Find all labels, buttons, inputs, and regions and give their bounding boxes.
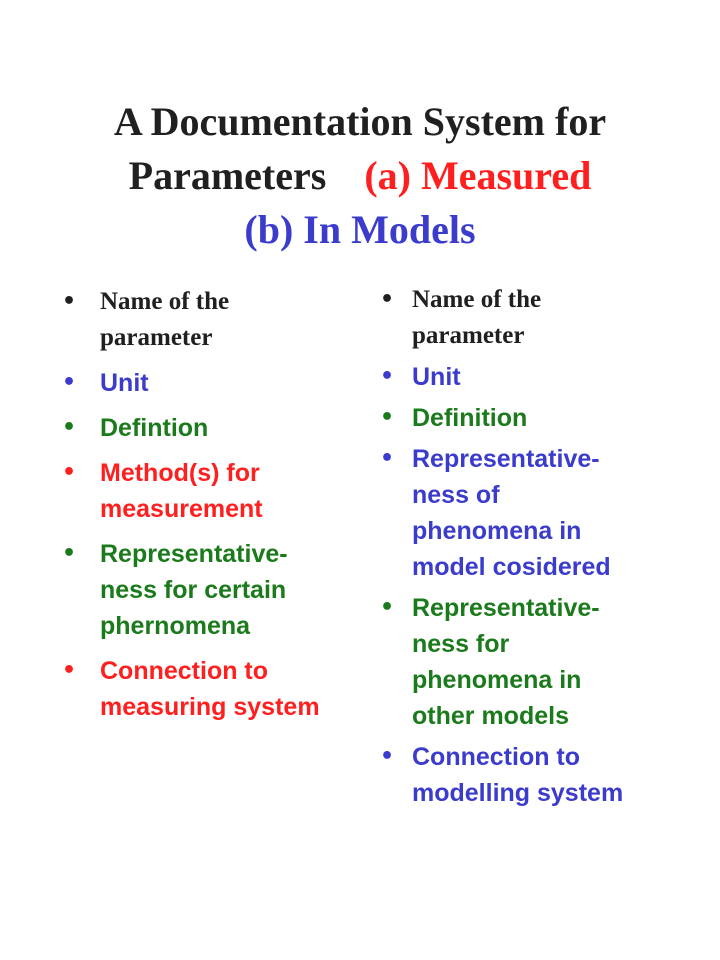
list-item-text: measuring system (100, 693, 320, 721)
list-item (62, 365, 362, 401)
list-item-text: ness for certain (100, 576, 287, 604)
list-item (380, 739, 710, 811)
list-item-text: Representative- (412, 594, 600, 622)
title-text-main: A Documentation System for (113, 99, 607, 144)
list-item (380, 590, 710, 734)
list-item-text: modelling system (412, 779, 624, 807)
list-item-text: parameter (100, 324, 213, 351)
bullet-icon: • (380, 287, 395, 312)
list-item-text: Defintion (100, 414, 209, 442)
list-item (380, 359, 710, 395)
bullet-icon: • (62, 658, 77, 683)
list-item-text: ness of (412, 481, 500, 509)
slide-title (0, 95, 720, 257)
title-text-parameters: Parameters (128, 153, 327, 198)
list-item-text: Connection to (412, 743, 581, 771)
list-item-text: Representative- (412, 445, 600, 473)
list-item (62, 410, 362, 446)
bullet-icon: • (62, 541, 77, 566)
title-line-2 (0, 149, 720, 203)
title-line-1 (0, 95, 720, 149)
title-text-measured: (a) Measured (364, 153, 592, 198)
list-item-text: Connection to (100, 657, 269, 685)
list-item-text: Definition (412, 404, 528, 432)
bullet-icon: • (62, 415, 77, 440)
bullet-icon: • (62, 370, 77, 395)
list-item (380, 282, 710, 354)
list-item-text: measurement (100, 495, 263, 523)
list-item (62, 455, 362, 527)
list-item-text: phernomena (100, 612, 251, 640)
list-item-text: Unit (100, 369, 149, 397)
bullet-icon: • (380, 595, 395, 620)
measured-parameter-list (62, 284, 362, 734)
list-item-text: Representative- (100, 540, 288, 568)
list-item-text: phenomena in (412, 666, 582, 694)
model-parameter-list (380, 282, 710, 816)
list-item-text: Method(s) for (100, 459, 260, 487)
list-item-text: Name of the (412, 286, 542, 313)
title-text-in-models: (b) In Models (244, 207, 476, 252)
bullet-icon: • (380, 446, 395, 471)
list-item (380, 441, 710, 585)
bullet-icon: • (380, 364, 395, 389)
list-item-text: Name of the (100, 288, 230, 315)
list-item (62, 536, 362, 644)
bullet-icon: • (380, 405, 395, 430)
list-item-text: phenomena in (412, 517, 582, 545)
list-item (380, 400, 710, 436)
bullet-icon: • (62, 289, 77, 314)
title-line-3 (0, 203, 720, 257)
bullet-icon: • (62, 460, 77, 485)
list-item-text: other models (412, 702, 569, 730)
list-item-text: model cosidered (412, 553, 611, 581)
bullet-icon: • (380, 744, 395, 769)
list-item-text: parameter (412, 322, 525, 349)
list-item (62, 653, 362, 725)
list-item-text: Unit (412, 363, 461, 391)
list-item (62, 284, 362, 356)
list-item-text: ness for (412, 630, 510, 658)
